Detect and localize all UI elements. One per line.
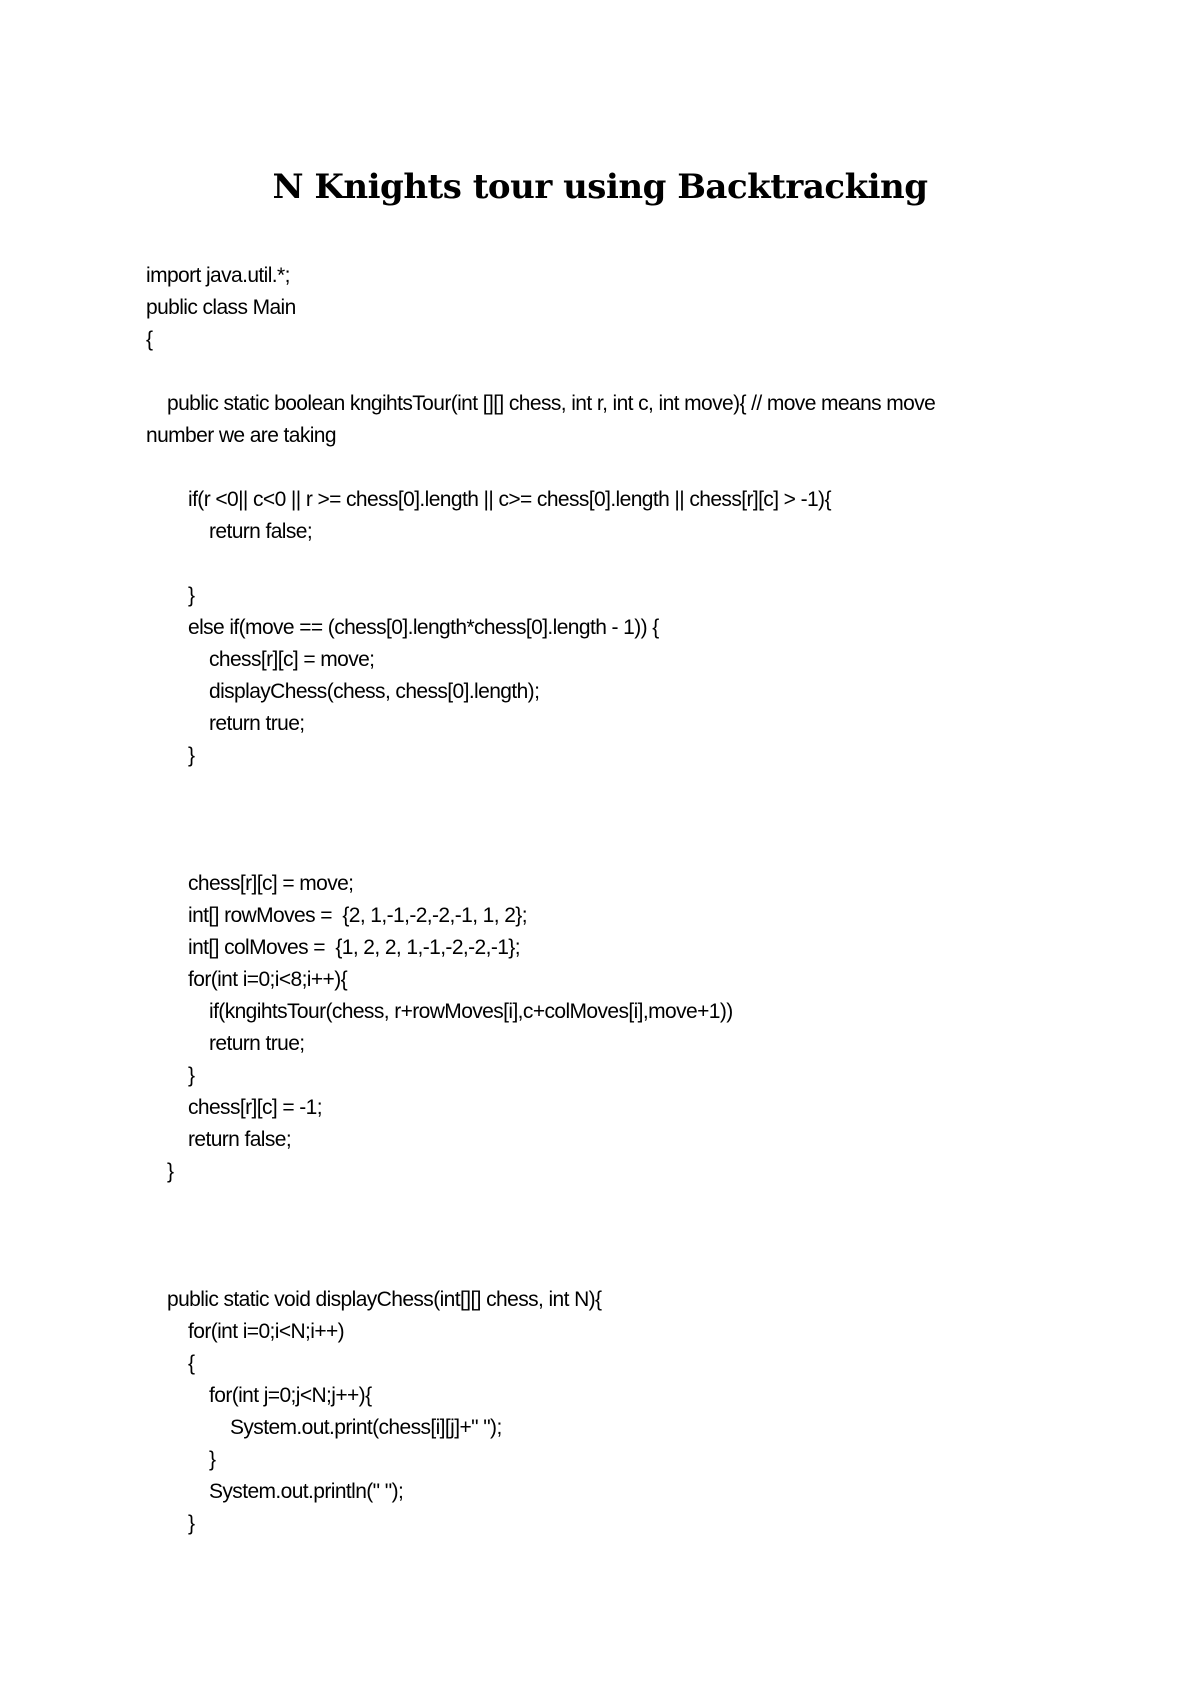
- code-line: chess[r][c] = move;: [188, 872, 354, 895]
- code-line: public class Main: [146, 296, 296, 319]
- code-line: }: [167, 1160, 174, 1183]
- code-line: return true;: [209, 712, 305, 735]
- code-line: {: [146, 328, 153, 351]
- code-line: }: [188, 1064, 195, 1087]
- code-line: }: [188, 584, 195, 607]
- code-line: for(int j=0;j<N;j++){: [209, 1384, 372, 1407]
- code-line: return true;: [209, 1032, 305, 1055]
- code-line: if(r <0|| c<0 || r >= chess[0].length || c>= chess[0].length || chess[r][c] > -1){: [188, 488, 831, 511]
- code-line: else if(move == (chess[0].length*chess[0].length - 1)) {: [188, 616, 659, 639]
- code-line: return false;: [209, 520, 313, 543]
- document-title: N Knights tour using Backtracking: [272, 167, 928, 207]
- code-line: {: [188, 1352, 195, 1375]
- code-line: chess[r][c] = -1;: [188, 1096, 322, 1119]
- code-line: }: [188, 1512, 195, 1535]
- code-line: import java.util.*;: [146, 264, 290, 287]
- code-line: int[] colMoves = {1, 2, 2, 1,-1,-2,-2,-1};: [188, 936, 520, 959]
- code-line: }: [188, 744, 195, 767]
- code-line: if(kngihtsTour(chess, r+rowMoves[i],c+colMoves[i],move+1)): [209, 1000, 733, 1023]
- code-line: for(int i=0;i<8;i++){: [188, 968, 347, 991]
- code-line: for(int i=0;i<N;i++): [188, 1320, 345, 1343]
- code-line: return false;: [188, 1128, 292, 1151]
- code-line: public static void displayChess(int[][] chess, int N){: [167, 1288, 602, 1311]
- code-line: displayChess(chess, chess[0].length);: [209, 680, 540, 703]
- code-line: }: [209, 1448, 216, 1471]
- code-line: number we are taking: [146, 424, 336, 447]
- code-line: chess[r][c] = move;: [209, 648, 375, 671]
- code-line: public static boolean kngihtsTour(int [][] chess, int r, int c, int move){ // move means move: [167, 392, 936, 415]
- code-line: int[] rowMoves = {2, 1,-1,-2,-2,-1, 1, 2};: [188, 904, 527, 927]
- code-line: System.out.print(chess[i][j]+" ");: [230, 1416, 502, 1439]
- code-line: System.out.println(" ");: [209, 1480, 404, 1503]
